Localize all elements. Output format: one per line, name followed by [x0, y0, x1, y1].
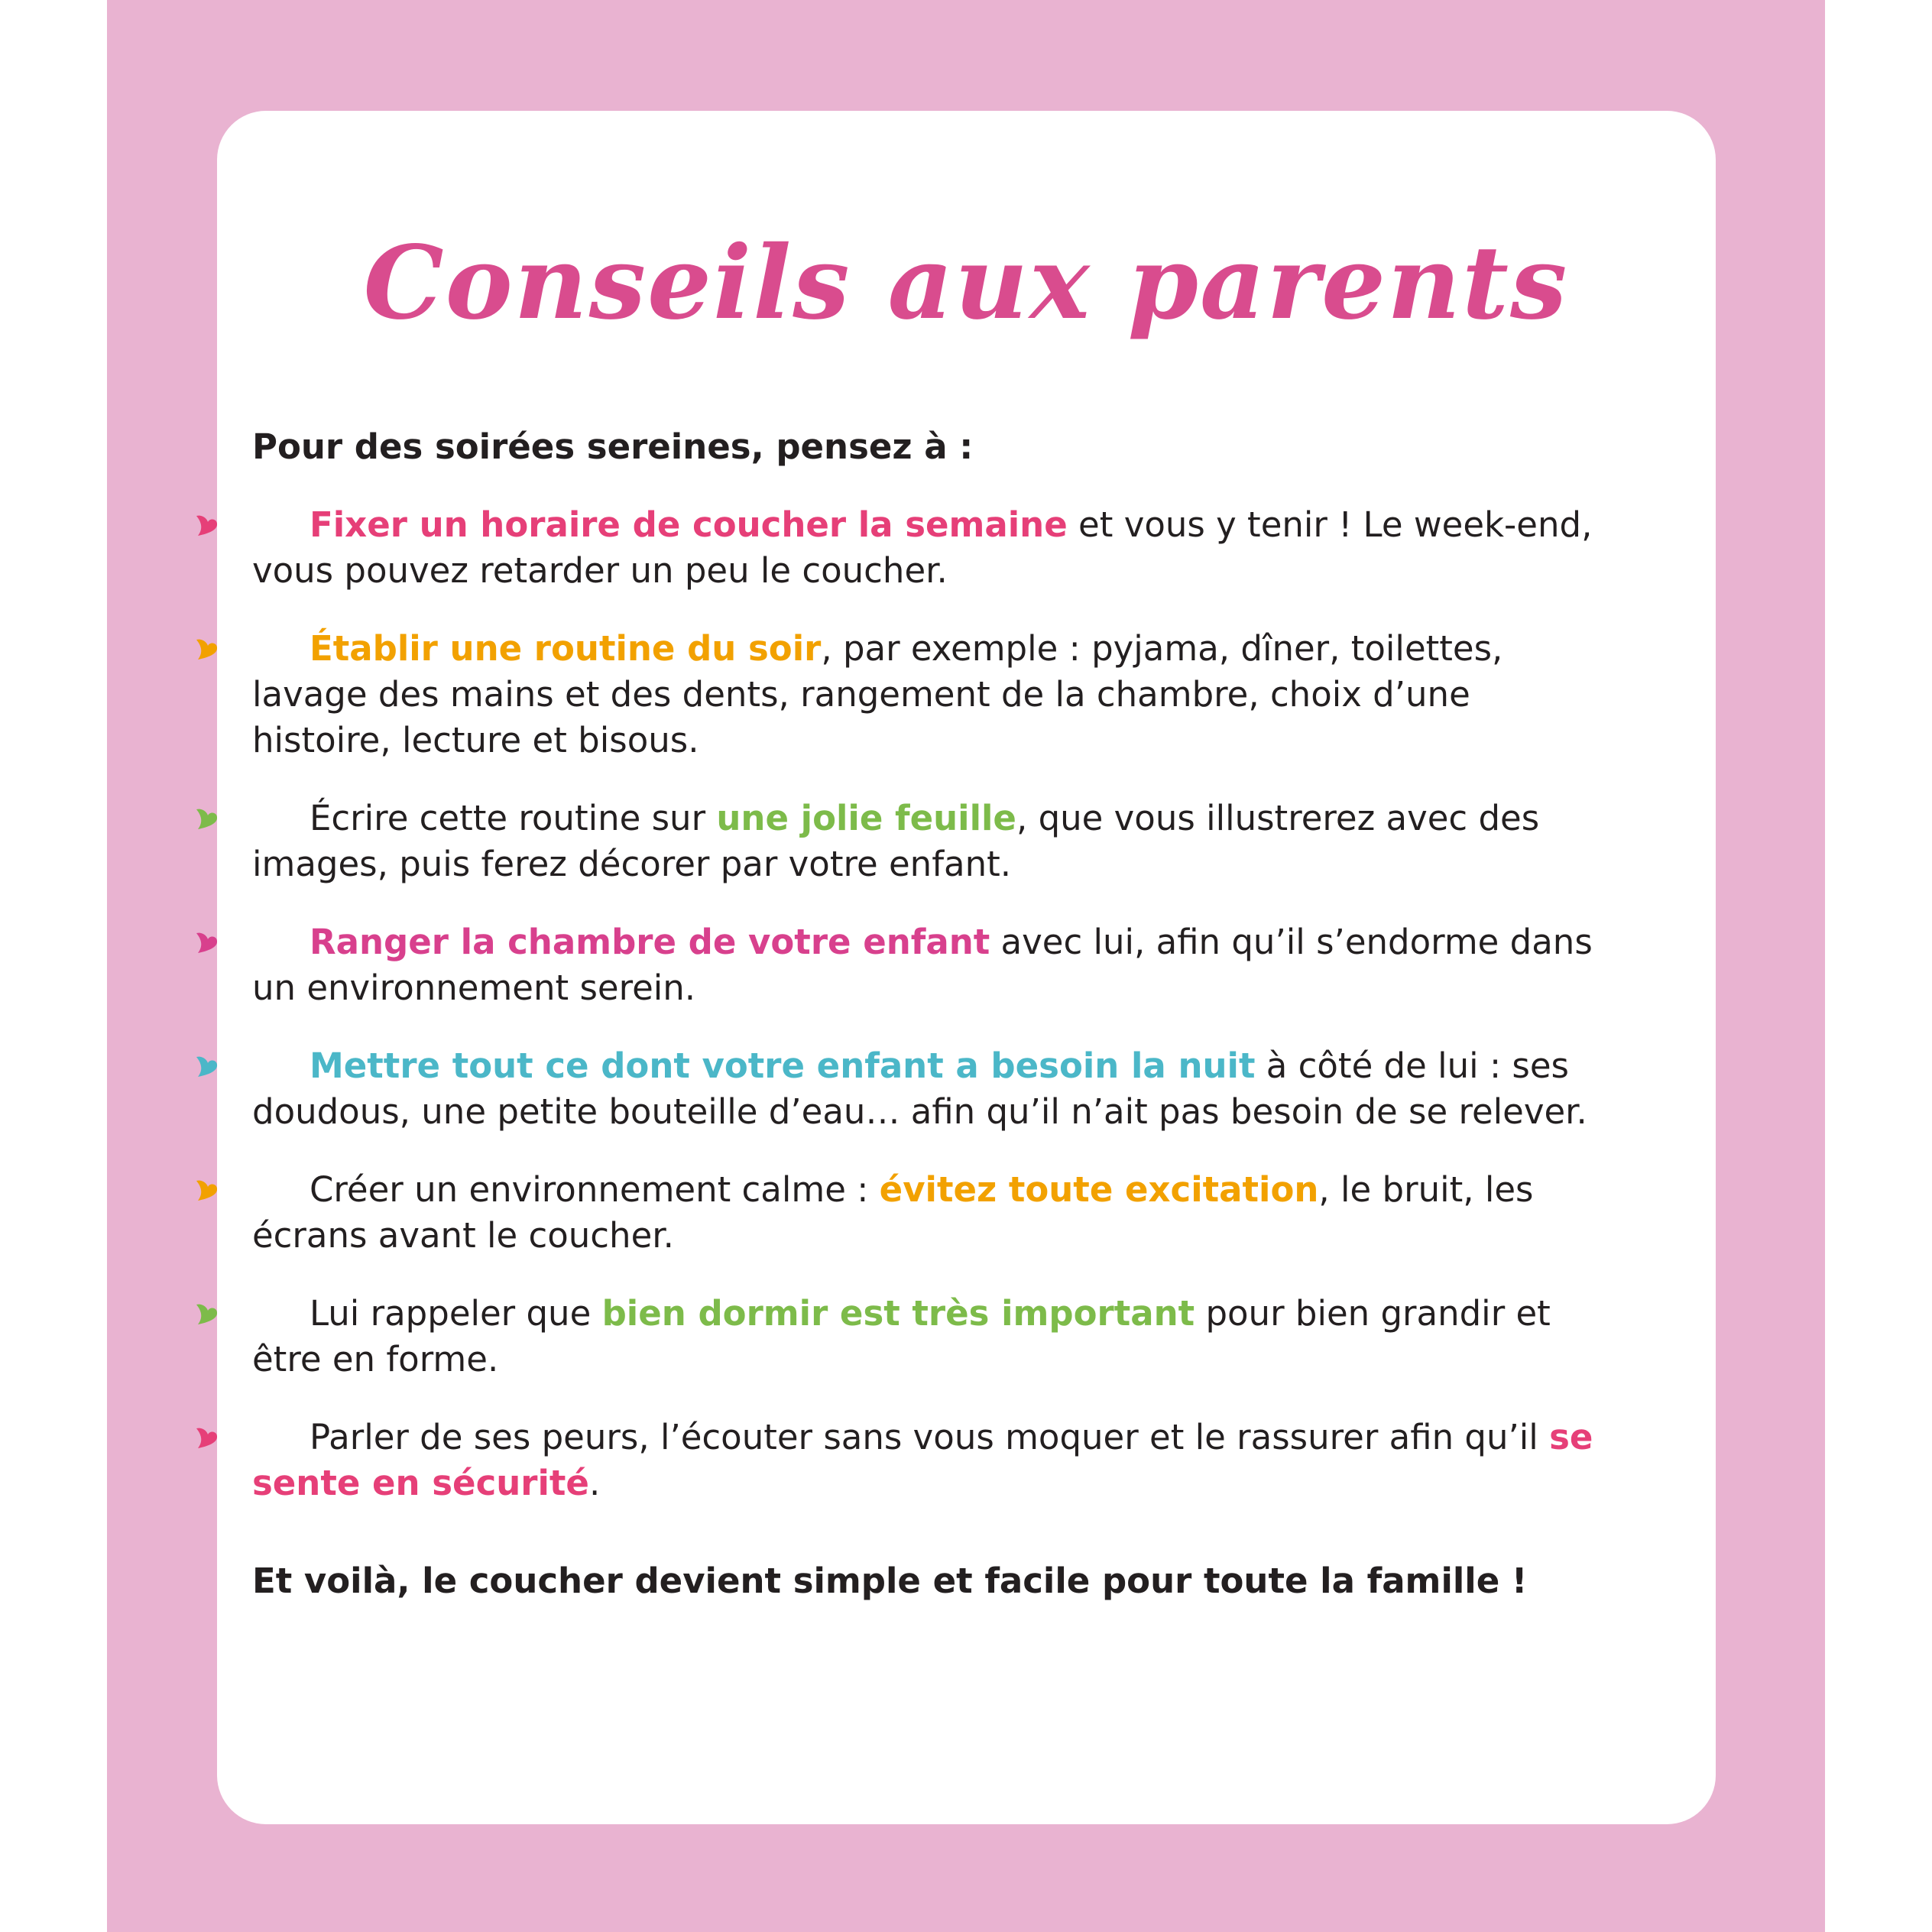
- tip-text-after: pour bien grandir et être en forme.: [252, 1293, 1551, 1379]
- tip-highlight: une jolie feuille: [716, 798, 1016, 838]
- tip-item: [252, 1167, 1597, 1259]
- tip-text-after: .: [588, 1463, 601, 1503]
- heart-bullet-icon: [195, 1178, 219, 1202]
- tip-text-after: , par exemple : pyjama, dîner, toilettes, lavage des mains et des dents, rangement de la chambre, choix d’une histoire, lecture et bisous.: [252, 628, 1503, 760]
- tip-text-before: Créer un environnement calme :: [310, 1169, 880, 1210]
- tips-section: [252, 424, 1597, 1604]
- tip-item: [252, 796, 1597, 887]
- tip-highlight: Mettre tout ce dont votre enfant a besoin la nuit: [310, 1045, 1256, 1086]
- tip-text-before: Lui rappeler que: [310, 1293, 602, 1334]
- tip-highlight: Fixer un horaire de coucher la semaine: [310, 504, 1068, 545]
- tip-text-before: Parler de ses peurs, l’écouter sans vous moquer et le rassurer afin qu’il: [310, 1417, 1550, 1457]
- closing-text: Et voilà, le coucher devient simple et facile pour toute la famille !: [252, 1561, 1528, 1601]
- heart-bullet-icon: [195, 930, 219, 955]
- tip-text-after: à côté de lui : ses doudous, une petite bouteille d’eau… afin qu’il n’ait pas besoin de se relever.: [252, 1045, 1587, 1132]
- heart-bullet-icon: [195, 637, 219, 661]
- tip-text-after: , le bruit, les écrans avant le coucher.: [252, 1169, 1534, 1256]
- tip-text-after: , que vous illustrerez avec des images, puis ferez décorer par votre enfant.: [252, 798, 1540, 884]
- heart-bullet-icon: [195, 1425, 219, 1450]
- heart-bullet-icon: [195, 1054, 219, 1078]
- tip-highlight: bien dormir est très important: [601, 1293, 1195, 1334]
- tip-item: [252, 919, 1597, 1011]
- tip-item: [252, 626, 1597, 763]
- tip-text-before: Écrire cette routine sur: [310, 798, 717, 838]
- tip-text-after: avec lui, afin qu’il s’endorme dans un environnement serein.: [252, 922, 1593, 1008]
- intro-text: Pour des soirées sereines, pensez à :: [252, 426, 974, 467]
- tips-list: [252, 502, 1597, 1506]
- heart-bullet-icon: [195, 806, 219, 831]
- page-title: Conseils aux parents: [363, 224, 1569, 343]
- heart-bullet-icon: [195, 1302, 219, 1326]
- tip-highlight: évitez toute excitation: [879, 1169, 1319, 1210]
- tip-item: [252, 502, 1597, 594]
- tip-text-after: et vous y tenir ! Le week-end, vous pouvez retarder un peu le coucher.: [252, 504, 1593, 591]
- tip-item: [252, 1043, 1597, 1135]
- tip-highlight: Ranger la chambre de votre enfant: [310, 922, 990, 962]
- tip-highlight: se sente en sécurité: [252, 1417, 1593, 1503]
- heart-bullet-icon: [195, 513, 219, 537]
- tip-item: [252, 1291, 1597, 1383]
- tip-highlight: Établir une routine du soir: [310, 628, 822, 669]
- tip-item: [252, 1415, 1597, 1506]
